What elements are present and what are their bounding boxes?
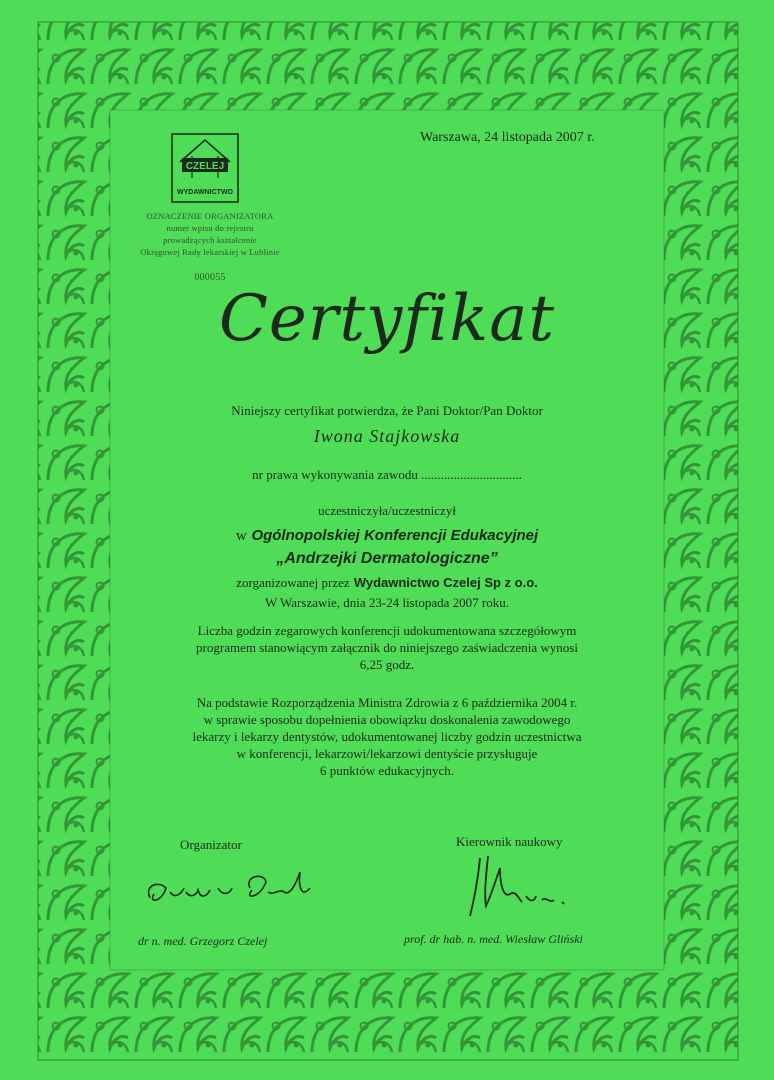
hours-line-3: 6,25 godz. [359, 657, 415, 672]
left-signature-name: dr n. med. Grzegorz Czelej [138, 934, 268, 948]
regulation-paragraph [0, 694, 774, 779]
left-signature-role: Organizator [180, 837, 242, 852]
regulation-line-5: 6 punktów edukacyjnych. [320, 763, 454, 778]
conference-line [0, 526, 774, 545]
right-signature-role: Kierownik naukowy [456, 834, 563, 849]
date-line: Warszawa, 24 listopada 2007 r. [420, 130, 595, 145]
logo-name: CZELEJ [185, 161, 225, 172]
participant-name: Iwona Stajkowska [313, 426, 461, 446]
hours-line-2: programem stanowiącym załącznik do niniejszego zaświadczenia wynosi [196, 640, 578, 655]
conference-title: „Andrzejki Dermatologiczne” [276, 550, 498, 567]
right-signature [460, 850, 610, 920]
organizer-block [130, 132, 290, 284]
organizer-line-2: prowadzących kształcenie [163, 235, 257, 245]
regulation-line-2: w sprawie sposobu dopełnienia obowiązku doskonalenia zawodowego [203, 712, 571, 727]
regulation-line-4: w konferencji, lekarzowi/lekarzowi dentyście przysługuje [236, 746, 538, 761]
right-signature-name: prof. dr hab. n. med. Wiesław Gliński [404, 932, 583, 946]
organized-prefix: zorganizowanej przez [236, 575, 350, 590]
publisher-logo [170, 132, 240, 204]
license-line: nr prawa wykonywania zawodu ............................... [252, 467, 522, 482]
participated-line: uczestniczyła/uczestniczył [318, 503, 456, 518]
organized-line [0, 574, 774, 592]
conference-name: Ogólnopolskiej Konferencji Edukacyjnej [251, 527, 539, 544]
in-word: w [235, 528, 247, 544]
hours-line-1: Liczba godzin zegarowych konferencji udokumentowana szczegółowym [197, 623, 577, 638]
organizer-label: OZNACZENIE ORGANIZATORA [146, 211, 274, 221]
logo-label: WYDAWNICTWO [177, 189, 233, 196]
certificate-title: Certyfikat [218, 282, 556, 356]
regulation-line-1: Na podstawie Rozporządzenia Ministra Zdrowia z 6 października 2004 r. [196, 695, 578, 710]
left-signature [140, 858, 330, 918]
organizer-line-1: numer wpisu do rejestru [166, 223, 254, 233]
location-line: W Warszawie, dnia 23-24 listopada 2007 roku. [265, 595, 509, 610]
hours-paragraph [0, 622, 774, 673]
confirm-line: Niniejszy certyfikat potwierdza, że Pani Doktor/Pan Doktor [231, 403, 543, 418]
organizer-number: 000055 [194, 272, 226, 283]
regulation-line-3: lekarzy i lekarzy dentystów, udokumentowanej liczby godzin uczestnictwa [192, 729, 582, 744]
organized-by: Wydawnictwo Czelej Sp z o.o. [353, 575, 538, 590]
organizer-line-3: Okręgowej Rady lekarskiej w Lublinie [140, 247, 280, 257]
